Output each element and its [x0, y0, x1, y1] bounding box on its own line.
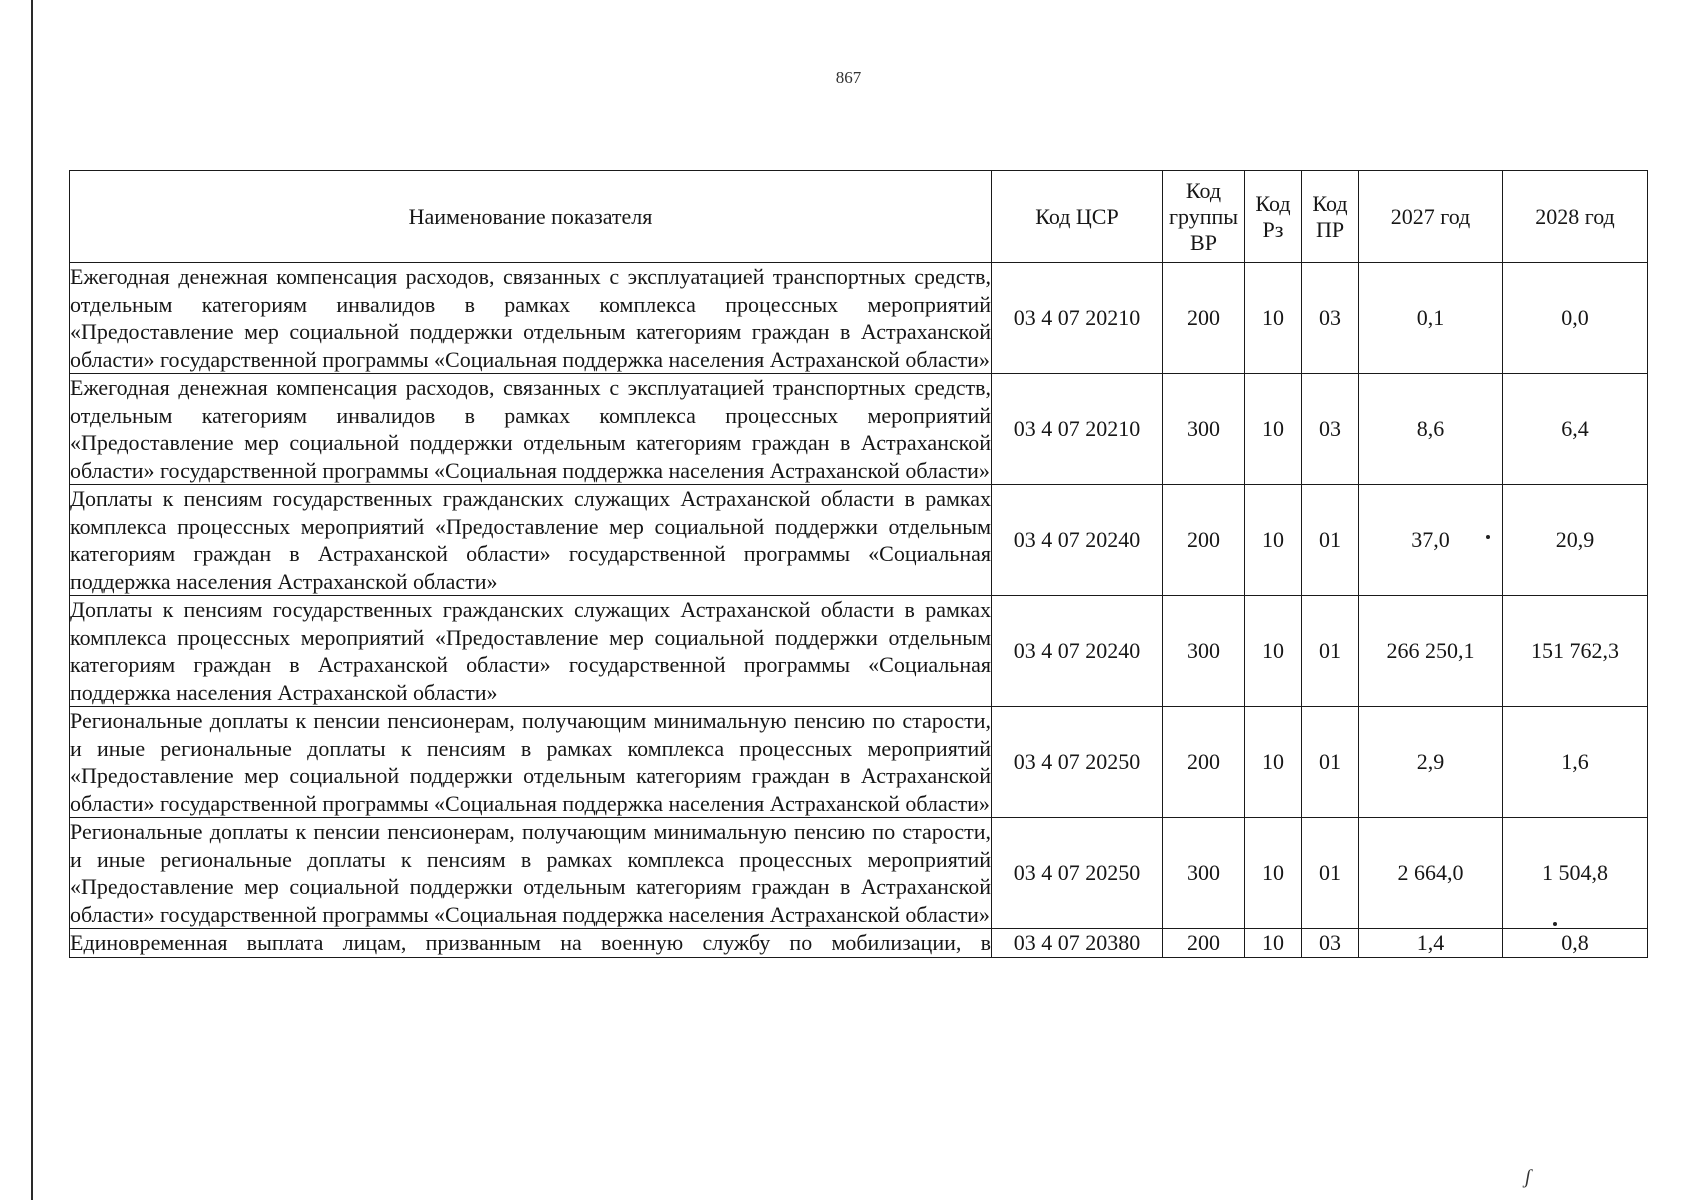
row-pr: 03: [1302, 263, 1359, 374]
header-2028: 2028 год: [1503, 171, 1648, 263]
scan-speck: [1486, 535, 1490, 539]
row-pr: 01: [1302, 485, 1359, 596]
header-name: Наименование показателя: [70, 171, 992, 263]
header-pr: Код ПР: [1302, 171, 1359, 263]
row-rz: 10: [1245, 707, 1302, 818]
row-csr: 03 4 07 20240: [992, 485, 1163, 596]
row-2028: 20,9: [1503, 485, 1648, 596]
table-row: [70, 485, 1648, 596]
row-vr: 300: [1163, 818, 1245, 929]
row-name: Единовременная выплата лицам, призванным на военную службу по мобилизации, в: [70, 930, 991, 955]
row-csr: 03 4 07 20210: [992, 374, 1163, 485]
row-vr: 200: [1163, 485, 1245, 596]
row-2028: 0,0: [1503, 263, 1648, 374]
row-2027: 1,4: [1359, 929, 1503, 958]
scan-edge-line: [31, 0, 33, 1200]
row-pr: 01: [1302, 707, 1359, 818]
row-csr: 03 4 07 20250: [992, 707, 1163, 818]
row-pr: 03: [1302, 374, 1359, 485]
row-2027: 266 250,1: [1359, 596, 1503, 707]
row-name: Региональные доплаты к пенсии пенсионерам, получающим минимальную пенсию по старости, и иные региональные доплаты к пенсиям в рамках комплекса процессных мероприятий «Предоставление мер социальной поддержки отдельным категориям граждан в Астраханской области» государственной программы «Социальная поддержка населения Астраханской области»: [70, 819, 991, 927]
table-row: [70, 374, 1648, 485]
row-rz: 10: [1245, 929, 1302, 958]
header-vr: Код группы ВР: [1163, 171, 1245, 263]
row-vr: 300: [1163, 374, 1245, 485]
row-2028: 151 762,3: [1503, 596, 1648, 707]
scan-speck: [1553, 922, 1557, 926]
header-rz: Код Рз: [1245, 171, 1302, 263]
row-2027: 8,6: [1359, 374, 1503, 485]
row-name: Ежегодная денежная компенсация расходов, связанных с эксплуатацией транспортных средств, отдельным категориям инвалидов в рамках комплекса процессных мероприятий «Предоставление мер социальной поддержки отдельным категориям граждан в Астраханской области» государственной программы «Социальная поддержка населения Астраханской области»: [70, 375, 991, 483]
row-name: Региональные доплаты к пенсии пенсионерам, получающим минимальную пенсию по старости, и иные региональные доплаты к пенсиям в рамках комплекса процессных мероприятий «Предоставление мер социальной поддержки отдельным категориям граждан в Астраханской области» государственной программы «Социальная поддержка населения Астраханской области»: [70, 708, 991, 816]
table-row: [70, 596, 1648, 707]
row-2028: 1,6: [1503, 707, 1648, 818]
table-header-row: [70, 171, 1648, 263]
page-number: 867: [835, 68, 862, 87]
table-row: [70, 929, 1648, 958]
row-rz: 10: [1245, 374, 1302, 485]
row-rz: 10: [1245, 818, 1302, 929]
scan-mark: ʃ: [1525, 1166, 1531, 1188]
header-csr: Код ЦСР: [992, 171, 1163, 263]
row-csr: 03 4 07 20210: [992, 263, 1163, 374]
row-2027: 37,0: [1359, 485, 1503, 596]
row-2027: 2,9: [1359, 707, 1503, 818]
row-vr: 200: [1163, 263, 1245, 374]
row-name: Доплаты к пенсиям государственных гражданских служащих Астраханской области в рамках комплекса процессных мероприятий «Предоставление мер социальной поддержки отдельным категориям граждан в Астраханской области» государственной программы «Социальная поддержка населения Астраханской области»: [70, 597, 991, 705]
row-rz: 10: [1245, 263, 1302, 374]
row-2027: 2 664,0: [1359, 818, 1503, 929]
row-2027: 0,1: [1359, 263, 1503, 374]
row-rz: 10: [1245, 485, 1302, 596]
row-rz: 10: [1245, 596, 1302, 707]
row-vr: 300: [1163, 596, 1245, 707]
budget-table: [69, 170, 1648, 958]
row-pr: 01: [1302, 596, 1359, 707]
row-csr: 03 4 07 20380: [992, 929, 1163, 958]
row-pr: 01: [1302, 818, 1359, 929]
row-name: Доплаты к пенсиям государственных гражданских служащих Астраханской области в рамках комплекса процессных мероприятий «Предоставление мер социальной поддержки отдельным категориям граждан в Астраханской области» государственной программы «Социальная поддержка населения Астраханской области»: [70, 486, 991, 594]
row-2028: 6,4: [1503, 374, 1648, 485]
row-name: Ежегодная денежная компенсация расходов, связанных с эксплуатацией транспортных средств, отдельным категориям инвалидов в рамках комплекса процессных мероприятий «Предоставление мер социальной поддержки отдельным категориям граждан в Астраханской области» государственной программы «Социальная поддержка населения Астраханской области»: [70, 264, 991, 372]
table-row: [70, 707, 1648, 818]
row-csr: 03 4 07 20250: [992, 818, 1163, 929]
row-csr: 03 4 07 20240: [992, 596, 1163, 707]
row-pr: 03: [1302, 929, 1359, 958]
row-2028: 1 504,8: [1503, 818, 1648, 929]
header-2027: 2027 год: [1359, 171, 1503, 263]
row-vr: 200: [1163, 707, 1245, 818]
row-2028: 0,8: [1503, 929, 1648, 958]
table-row: [70, 818, 1648, 929]
row-vr: 200: [1163, 929, 1245, 958]
table-row: [70, 263, 1648, 374]
